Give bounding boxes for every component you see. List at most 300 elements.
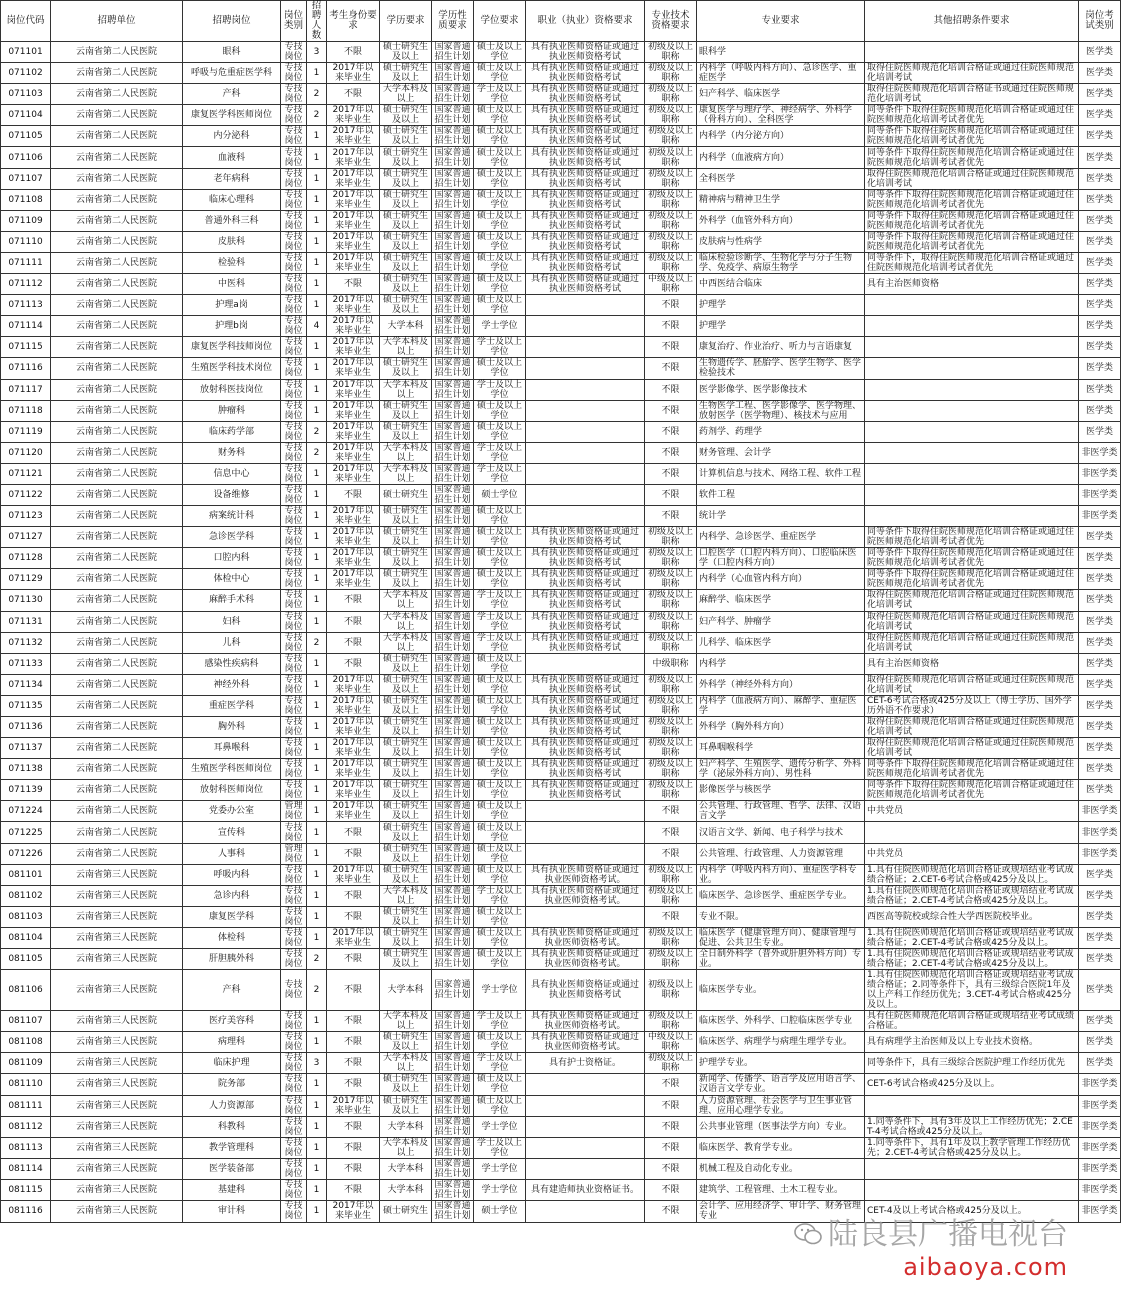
table-cell: 071109 (1, 210, 51, 231)
table-cell: 硕士及以上学位 (474, 147, 526, 168)
table-cell: 专技岗位 (281, 1200, 307, 1222)
table-cell: 云南省第二人民医院 (51, 527, 183, 548)
table-cell: 医学类 (1079, 548, 1121, 569)
table-cell: 硕士及以上学位 (474, 674, 526, 695)
table-cell: 1 (307, 780, 327, 801)
table-cell: 071110 (1, 231, 51, 252)
table-cell: 硕士及以上学位 (474, 231, 526, 252)
table-cell: 具有执业医师资格证或通过执业医师资格考试 (526, 210, 645, 231)
table-cell: 国家普通招生计划 (432, 590, 474, 611)
table-cell: 初级及以上职称 (645, 126, 697, 147)
table-cell: 病案统计科 (183, 506, 281, 527)
table-cell: 国家普通招生计划 (432, 864, 474, 885)
table-cell: 1 (307, 1137, 327, 1158)
table-cell: 国家普通招生计划 (432, 569, 474, 590)
table-cell: 急诊医学科 (183, 527, 281, 548)
table-cell: 专技岗位 (281, 906, 307, 927)
table-cell: 不限 (645, 1158, 697, 1179)
table-cell: 硕士研究生及以上 (380, 653, 432, 674)
table-row (1, 63, 1121, 84)
table-cell: 硕士研究生及以上 (380, 231, 432, 252)
table-cell: 国家普通招生计划 (432, 632, 474, 653)
table-cell: 护理a岗 (183, 295, 281, 316)
table-cell: 宣传科 (183, 822, 281, 843)
table-cell: 硕士研究生 (380, 484, 432, 505)
table-cell: 外科学（胸外科方向） (697, 717, 865, 738)
table-cell: 国家普通招生计划 (432, 527, 474, 548)
table-cell: 临床医学、病理学与病理生理学专业。 (697, 1032, 865, 1053)
table-row (1, 527, 1121, 548)
table-cell: 管理岗位 (281, 843, 307, 864)
table-cell: 具有执业医师资格证或通过执业医师资格考试 (526, 252, 645, 273)
table-cell: 硕士研究生及以上 (380, 801, 432, 822)
table-cell: 人力资源管理、社会医学与卫生事业管理、应用心理学专业。 (697, 1095, 865, 1116)
table-cell: 初级及以上职称 (645, 527, 697, 548)
table-cell: 妇产科学、肿瘤学 (697, 611, 865, 632)
table-cell: 国家普通招生计划 (432, 506, 474, 527)
table-cell: 同等条件下，具有三级综合医院护理工作经历优先 (865, 1053, 1079, 1074)
table-cell: 云南省第二人民医院 (51, 674, 183, 695)
table-cell (526, 843, 645, 864)
table-cell: 国家普通招生计划 (432, 738, 474, 759)
table-cell: 2017年以来毕业生 (327, 168, 380, 189)
table-cell: 学士及以上学位 (474, 1137, 526, 1158)
table-cell: 初级及以上职称 (645, 970, 697, 1011)
table-cell: 国家普通招生计划 (432, 84, 474, 105)
table-row (1, 252, 1121, 273)
table-cell: 1 (307, 885, 327, 906)
table-cell (526, 1116, 645, 1137)
table-cell: 不限 (327, 843, 380, 864)
table-row (1, 1095, 1121, 1116)
table-cell: 云南省第二人民医院 (51, 801, 183, 822)
table-cell: 医学类 (1079, 1053, 1121, 1074)
table-cell: 具有执业医师资格证或通过执业医师资格考试 (526, 527, 645, 548)
table-cell (865, 484, 1079, 505)
table-cell: 硕士及以上学位 (474, 421, 526, 442)
table-cell: 云南省第二人民医院 (51, 252, 183, 273)
table-cell: 管理岗位 (281, 801, 307, 822)
table-cell (526, 358, 645, 379)
table-cell: 1 (307, 1179, 327, 1200)
table-cell: 云南省第二人民医院 (51, 295, 183, 316)
table-cell: 2017年以来毕业生 (327, 442, 380, 463)
table-row (1, 1200, 1121, 1222)
table-cell: 硕士及以上学位 (474, 717, 526, 738)
table-cell: 2 (307, 970, 327, 1011)
table-cell: 1.同等条件下，具有1年及以上教学管理工作经历优先；2.CET-4考试合格或425分及以上。 (865, 1137, 1079, 1158)
table-cell: 专技岗位 (281, 316, 307, 337)
table-cell: 2017年以来毕业生 (327, 463, 380, 484)
table-cell (526, 295, 645, 316)
table-cell: 教学管理科 (183, 1137, 281, 1158)
table-cell: 硕士及以上学位 (474, 949, 526, 970)
table-cell: 内科学、急诊医学、重症医学 (697, 527, 865, 548)
table-cell: 2017年以来毕业生 (327, 400, 380, 421)
table-cell: 071108 (1, 189, 51, 210)
table-cell: 国家普通招生计划 (432, 801, 474, 822)
table-cell: 1 (307, 506, 327, 527)
table-cell: 临床药学部 (183, 421, 281, 442)
table-cell: 071225 (1, 822, 51, 843)
table-cell: 1 (307, 358, 327, 379)
table-cell: 医学类 (1079, 42, 1121, 63)
table-cell: 1 (307, 527, 327, 548)
table-cell: 3 (307, 42, 327, 63)
table-cell: 非医学类 (1079, 822, 1121, 843)
table-cell: 1 (307, 864, 327, 885)
table-cell: 国家普通招生计划 (432, 1116, 474, 1137)
table-cell: 2 (307, 421, 327, 442)
table-cell: 国家普通招生计划 (432, 1200, 474, 1222)
table-row (1, 843, 1121, 864)
table-cell: 硕士研究生及以上 (380, 864, 432, 885)
table-cell: 学士学位 (474, 970, 526, 1011)
table-cell: 具有执业医师资格证或通过执业医师资格考试 (526, 231, 645, 252)
table-cell: 云南省第二人民医院 (51, 421, 183, 442)
table-cell: 071132 (1, 632, 51, 653)
table-cell: 具有执业医师资格证或通过执业医师资格考试 (526, 274, 645, 295)
table-cell: 071134 (1, 674, 51, 695)
table-cell: 专技岗位 (281, 822, 307, 843)
table-cell: 专技岗位 (281, 400, 307, 421)
table-cell: 体检科 (183, 927, 281, 948)
table-cell: 外科学（血管外科方向） (697, 210, 865, 231)
table-cell: 云南省第二人民医院 (51, 590, 183, 611)
table-cell: 呼吸与危重症医学科 (183, 63, 281, 84)
table-cell: 胸外科 (183, 717, 281, 738)
table-cell: 临床心理科 (183, 189, 281, 210)
table-cell: 不限 (327, 1158, 380, 1179)
table-cell: 071101 (1, 42, 51, 63)
table-cell: 2017年以来毕业生 (327, 1095, 380, 1116)
table-cell: 初级及以上职称 (645, 885, 697, 906)
table-cell: 专技岗位 (281, 970, 307, 1011)
table-cell: 大学本科及以上 (380, 590, 432, 611)
table-cell: 初级及以上职称 (645, 168, 697, 189)
table-cell: 具有执业医师资格证或通过执业医师资格考试。 (526, 1011, 645, 1032)
table-cell: 不限 (327, 885, 380, 906)
table-cell: 硕士及以上学位 (474, 506, 526, 527)
table-cell (865, 1179, 1079, 1200)
header-cell: 岗位代码 (1, 1, 51, 42)
table-cell: 2 (307, 949, 327, 970)
table-body (1, 42, 1121, 1223)
table-cell: 神经外科 (183, 674, 281, 695)
table-cell: 非医学类 (1079, 1137, 1121, 1158)
table-cell: 云南省第二人民医院 (51, 63, 183, 84)
table-cell: 医学类 (1079, 295, 1121, 316)
table-cell: 医学类 (1079, 210, 1121, 231)
table-cell: 急诊内科 (183, 885, 281, 906)
table-row (1, 358, 1121, 379)
table-cell: 具有执业医师资格证或通过执业医师资格考试 (526, 105, 645, 126)
table-cell: 硕士及以上学位 (474, 42, 526, 63)
table-cell: 取得住院医师规范化培训合格证或通过住院医师规范化培训考试 (865, 590, 1079, 611)
table-row (1, 463, 1121, 484)
table-cell: 专技岗位 (281, 569, 307, 590)
table-cell: 皮肤科 (183, 231, 281, 252)
table-cell: 专业不限。 (697, 906, 865, 927)
table-cell: 医学类 (1079, 168, 1121, 189)
table-cell: 2017年以来毕业生 (327, 695, 380, 716)
header-cell: 招聘单位 (51, 1, 183, 42)
table-row (1, 506, 1121, 527)
table-cell: 2017年以来毕业生 (327, 379, 380, 400)
table-cell: 硕士及以上学位 (474, 653, 526, 674)
table-cell: 不限 (327, 42, 380, 63)
table-cell: 国家普通招生计划 (432, 780, 474, 801)
table-cell: 1 (307, 189, 327, 210)
table-cell: 眼科学 (697, 42, 865, 63)
table-cell: 取得住院医师规范化培训合格证或通过住院医师规范化培训考试 (865, 717, 1079, 738)
table-cell: 硕士研究生及以上 (380, 42, 432, 63)
table-row (1, 780, 1121, 801)
table-cell: 非医学类 (1079, 1200, 1121, 1222)
table-cell (526, 801, 645, 822)
table-cell (526, 1158, 645, 1179)
table-cell: 不限 (645, 316, 697, 337)
table-cell: 云南省第二人民医院 (51, 632, 183, 653)
table-cell (865, 463, 1079, 484)
table-cell: 硕士学位 (474, 484, 526, 505)
table-cell: 1 (307, 295, 327, 316)
table-cell: 2017年以来毕业生 (327, 527, 380, 548)
table-cell: 硕士及以上学位 (474, 358, 526, 379)
table-row (1, 674, 1121, 695)
table-cell: 云南省第二人民医院 (51, 843, 183, 864)
table-cell: 云南省第三人民医院 (51, 1011, 183, 1032)
table-cell: 1 (307, 717, 327, 738)
table-cell: 不限 (645, 1095, 697, 1116)
table-cell (526, 316, 645, 337)
table-cell: 内科学（内分泌方向） (697, 126, 865, 147)
table-cell: 专技岗位 (281, 252, 307, 273)
table-cell: 硕士及以上学位 (474, 1074, 526, 1095)
table-cell: 具有执业医师资格证或通过执业医师资格考试 (526, 548, 645, 569)
table-cell: 生物遗传学、胚胎学、医学生物学、医学检验技术 (697, 358, 865, 379)
table-cell: 皮肤病与性病学 (697, 231, 865, 252)
table-cell: 硕士及以上学位 (474, 1032, 526, 1053)
table-cell: 初级及以上职称 (645, 1053, 697, 1074)
table-row (1, 801, 1121, 822)
table-cell: 硕士研究生及以上 (380, 949, 432, 970)
table-cell: 国家普通招生计划 (432, 379, 474, 400)
table-cell: 内科学（呼吸内科方向）、急诊医学、重症医学 (697, 63, 865, 84)
table-cell: 1 (307, 252, 327, 273)
table-cell: 具有执业医师资格证或通过执业医师资格考试 (526, 63, 645, 84)
table-cell: 具有执业医师资格证或通过执业医师资格考试 (526, 590, 645, 611)
table-cell: 不限 (645, 295, 697, 316)
table-cell: 初级及以上职称 (645, 548, 697, 569)
table-cell: 国家普通招生计划 (432, 1011, 474, 1032)
table-cell: 医学类 (1079, 337, 1121, 358)
table-row (1, 717, 1121, 738)
table-cell: 071135 (1, 695, 51, 716)
table-cell: 不限 (327, 1116, 380, 1137)
table-cell: 不限 (327, 611, 380, 632)
table-cell: 云南省第二人民医院 (51, 442, 183, 463)
table-cell: 医学类 (1079, 105, 1121, 126)
table-cell: 硕士研究生及以上 (380, 63, 432, 84)
table-cell: 妇产科学、生殖医学、遗传分析学、外科学（泌尿外科方向）、男性科 (697, 759, 865, 780)
table-cell: 071117 (1, 379, 51, 400)
table-cell: 专技岗位 (281, 949, 307, 970)
table-cell: 具有执业医师资格证或通过执业医师资格考试 (526, 126, 645, 147)
table-cell: 2017年以来毕业生 (327, 105, 380, 126)
table-cell: 2017年以来毕业生 (327, 231, 380, 252)
table-cell: 人事科 (183, 843, 281, 864)
table-cell: 2 (307, 105, 327, 126)
table-cell: 具有建造师执业资格证书。 (526, 1179, 645, 1200)
table-cell: 学士及以上学位 (474, 463, 526, 484)
table-cell: 产科 (183, 84, 281, 105)
table-cell (526, 822, 645, 843)
table-cell: 硕士及以上学位 (474, 295, 526, 316)
table-cell: 2017年以来毕业生 (327, 421, 380, 442)
table-row (1, 210, 1121, 231)
watermark-url: aibaoya.com (903, 1253, 1068, 1281)
table-cell: 国家普通招生计划 (432, 970, 474, 1011)
table-cell: 国家普通招生计划 (432, 274, 474, 295)
table-cell: 专技岗位 (281, 42, 307, 63)
table-cell: 麻醉手术科 (183, 590, 281, 611)
table-cell: 初级及以上职称 (645, 717, 697, 738)
table-cell: 硕士研究生及以上 (380, 674, 432, 695)
table-cell: 财务管理、会计学 (697, 442, 865, 463)
table-cell: 071224 (1, 801, 51, 822)
table-cell: 会计学、应用经济学、审计学、财务管理专业 (697, 1200, 865, 1222)
table-cell: 国家普通招生计划 (432, 653, 474, 674)
table-row (1, 1158, 1121, 1179)
table-cell: 护理b岗 (183, 316, 281, 337)
table-cell: 国家普通招生计划 (432, 1179, 474, 1200)
table-cell: 不限 (327, 1011, 380, 1032)
table-cell: 国家普通招生计划 (432, 400, 474, 421)
header-cell: 其他招聘条件要求 (865, 1, 1079, 42)
table-cell: 同等条件下，取得住院医师规范化培训合格证或通过住院医师规范化培训考试者优先 (865, 252, 1079, 273)
table-cell: 学士及以上学位 (474, 337, 526, 358)
table-cell: 放射科医师岗位 (183, 780, 281, 801)
table-row (1, 1032, 1121, 1053)
table-cell: 专技岗位 (281, 421, 307, 442)
table-cell: 护理学 (697, 295, 865, 316)
table-cell: 硕士研究生及以上 (380, 759, 432, 780)
table-cell: 071111 (1, 252, 51, 273)
table-cell: 硕士研究生及以上 (380, 717, 432, 738)
table-cell: 云南省第三人民医院 (51, 1179, 183, 1200)
table-cell: 2017年以来毕业生 (327, 1200, 380, 1222)
table-cell: 不限 (645, 506, 697, 527)
table-cell: 具有执业医师资格证或通过执业医师资格考试 (526, 147, 645, 168)
table-row (1, 1053, 1121, 1074)
table-cell: 专技岗位 (281, 759, 307, 780)
table-cell: 国家普通招生计划 (432, 674, 474, 695)
table-cell: 071116 (1, 358, 51, 379)
table-cell: 硕士及以上学位 (474, 569, 526, 590)
table-cell: 不限 (327, 1074, 380, 1095)
table-cell: 检验科 (183, 252, 281, 273)
table-cell: 医学类 (1079, 252, 1121, 273)
table-cell: 1 (307, 210, 327, 231)
table-cell: 具有执业医师资格证或通过执业医师资格考试。 (526, 927, 645, 948)
table-cell: 1 (307, 569, 327, 590)
table-cell: 硕士研究生及以上 (380, 252, 432, 273)
table-cell: 医学类 (1079, 738, 1121, 759)
table-cell: CET-4及以上考试合格或425分及以上。 (865, 1200, 1079, 1222)
table-cell (526, 1095, 645, 1116)
table-row (1, 189, 1121, 210)
table-cell: 具有住院医师规范化培训合格证或规培结业考试成绩合格证。 (865, 1011, 1079, 1032)
table-cell: 2017年以来毕业生 (327, 569, 380, 590)
table-cell: 公共管理、行政管理、人力资源管理 (697, 843, 865, 864)
table-cell: 硕士及以上学位 (474, 168, 526, 189)
table-row (1, 611, 1121, 632)
table-cell: 康复医学科医师岗位 (183, 105, 281, 126)
table-cell: 专技岗位 (281, 717, 307, 738)
table-cell: 新闻学、传播学、语言学及应用语言学、汉语言文学专业。 (697, 1074, 865, 1095)
table-cell: 同等条件下取得住院医师规范化培训合格证或通过住院医师规范化培训考试者优先 (865, 189, 1079, 210)
table-cell: 放射科医技岗位 (183, 379, 281, 400)
table-cell: 医学类 (1079, 632, 1121, 653)
table-cell: 麻醉学、临床医学 (697, 590, 865, 611)
table-cell: 初级及以上职称 (645, 590, 697, 611)
table-cell: 硕士研究生及以上 (380, 1032, 432, 1053)
table-cell: 非医学类 (1079, 1095, 1121, 1116)
table-cell: 国家普通招生计划 (432, 105, 474, 126)
table-cell: 1 (307, 274, 327, 295)
table-cell: 云南省第三人民医院 (51, 906, 183, 927)
table-cell: 具有执业医师资格证或通过执业医师资格考试 (526, 717, 645, 738)
table-cell: 感染性疾病科 (183, 653, 281, 674)
table-cell: 医学类 (1079, 611, 1121, 632)
table-cell: 071121 (1, 463, 51, 484)
table-cell: 医学类 (1079, 379, 1121, 400)
table-cell: 专技岗位 (281, 527, 307, 548)
table-cell: 具有执业医师资格证或通过执业医师资格考试。 (526, 1032, 645, 1053)
table-cell: 统计学 (697, 506, 865, 527)
table-cell: 非医学类 (1079, 506, 1121, 527)
table-cell: 学士及以上学位 (474, 885, 526, 906)
table-cell: 国家普通招生计划 (432, 1158, 474, 1179)
table-cell (865, 316, 1079, 337)
table-cell: 081104 (1, 927, 51, 948)
table-cell: 取得住院医师规范化培训合格证或通过住院医师规范化培训考试 (865, 632, 1079, 653)
table-cell: 硕士研究生及以上 (380, 421, 432, 442)
table-cell: 071127 (1, 527, 51, 548)
table-cell: 071128 (1, 548, 51, 569)
table-cell: 医学类 (1079, 1032, 1121, 1053)
table-row (1, 126, 1121, 147)
table-cell: 071118 (1, 400, 51, 421)
table-cell: 国家普通招生计划 (432, 611, 474, 632)
table-cell: 医学类 (1079, 189, 1121, 210)
table-cell: 云南省第二人民医院 (51, 126, 183, 147)
table-cell: 不限 (645, 484, 697, 505)
table-cell: 不限 (645, 358, 697, 379)
table-cell: 大学本科 (380, 1116, 432, 1137)
table-cell: 内科学 (697, 653, 865, 674)
table-row (1, 632, 1121, 653)
table-cell: 临床医学、外科学、口腔临床医学专业 (697, 1011, 865, 1032)
table-cell: 具有执业医师资格证或通过执业医师资格考试 (526, 632, 645, 653)
table-cell: 血液科 (183, 147, 281, 168)
table-cell: 071120 (1, 442, 51, 463)
table-cell: 1 (307, 738, 327, 759)
table-cell: 071136 (1, 717, 51, 738)
table-row (1, 168, 1121, 189)
table-row (1, 379, 1121, 400)
